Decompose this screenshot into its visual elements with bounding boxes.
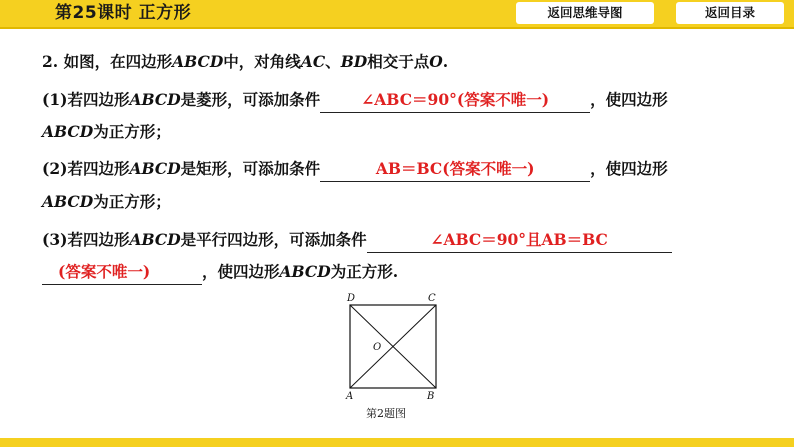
part1-quad: ABCD <box>129 90 181 109</box>
part1-mid: 是菱形，可添加条件 <box>180 90 321 109</box>
part2-suffix: ，使四边形 <box>590 159 668 178</box>
label-a: A <box>346 391 354 402</box>
question-stem <box>42 50 448 74</box>
figure-caption: 第2题图 <box>366 407 406 420</box>
part1-quad-2: ABCD <box>42 122 94 141</box>
mind-map-button[interactable]: 返回思维导图 <box>516 2 654 24</box>
part2-prefix: (2)若四边形 <box>42 159 130 178</box>
stem-text: 2. 如图，在四边形 <box>42 52 173 71</box>
part3-end: 为正方形. <box>330 262 399 281</box>
part1-answer: ∠ABC＝90°(答案不唯一) <box>361 90 550 109</box>
part3-prefix: (3)若四边形 <box>42 230 130 249</box>
stem-end: . <box>442 52 449 71</box>
part1-line2 <box>42 120 171 144</box>
part3-quad: ABCD <box>129 230 181 249</box>
stem-diag-ac: AC <box>300 52 326 71</box>
stem-diag-bd: BD <box>340 52 368 71</box>
toc-button[interactable]: 返回目录 <box>676 2 784 24</box>
stem-text-2: 中，对角线 <box>223 52 301 71</box>
part1-line1 <box>42 88 668 112</box>
part2-answer-blank <box>320 157 590 182</box>
part3-suffix: ，使四边形 <box>202 262 280 281</box>
part2-mid: 是矩形，可添加条件 <box>180 159 321 178</box>
bottom-bar <box>0 438 794 447</box>
part3-answer-blank-1 <box>367 228 672 253</box>
part2-quad-2: ABCD <box>42 192 94 211</box>
stem-quad: ABCD <box>172 52 224 71</box>
part2-answer: AB＝BC(答案不唯一) <box>375 159 535 178</box>
label-o: O <box>373 342 382 353</box>
lesson-title: 第25课时 正方形 <box>55 3 192 23</box>
part1-prefix: (1)若四边形 <box>42 90 130 109</box>
part3-quad-2: ABCD <box>279 262 331 281</box>
part3-answer-blank-2 <box>42 260 202 285</box>
part2-quad: ABCD <box>129 159 181 178</box>
part3-line2 <box>42 260 398 284</box>
part3-answer-1: ∠ABC＝90°且AB＝BC <box>430 230 608 249</box>
part3-line1 <box>42 228 672 252</box>
part3-mid: 是平行四边形，可添加条件 <box>180 230 367 249</box>
part2-line1 <box>42 157 668 181</box>
top-bar <box>0 0 794 27</box>
label-c: C <box>428 293 436 304</box>
stem-point-o: O <box>429 52 443 71</box>
stem-sep: 、 <box>325 52 341 71</box>
label-d: D <box>347 293 356 304</box>
part1-answer-blank <box>320 88 590 113</box>
part2-line2 <box>42 190 171 214</box>
label-b: B <box>427 391 435 402</box>
part3-answer-2: (答案不唯一) <box>58 262 151 281</box>
stem-text-3: 相交于点 <box>367 52 430 71</box>
header-divider <box>0 27 794 29</box>
part2-end: 为正方形； <box>93 192 171 211</box>
part1-end: 为正方形； <box>93 122 171 141</box>
part1-suffix: ，使四边形 <box>590 90 668 109</box>
